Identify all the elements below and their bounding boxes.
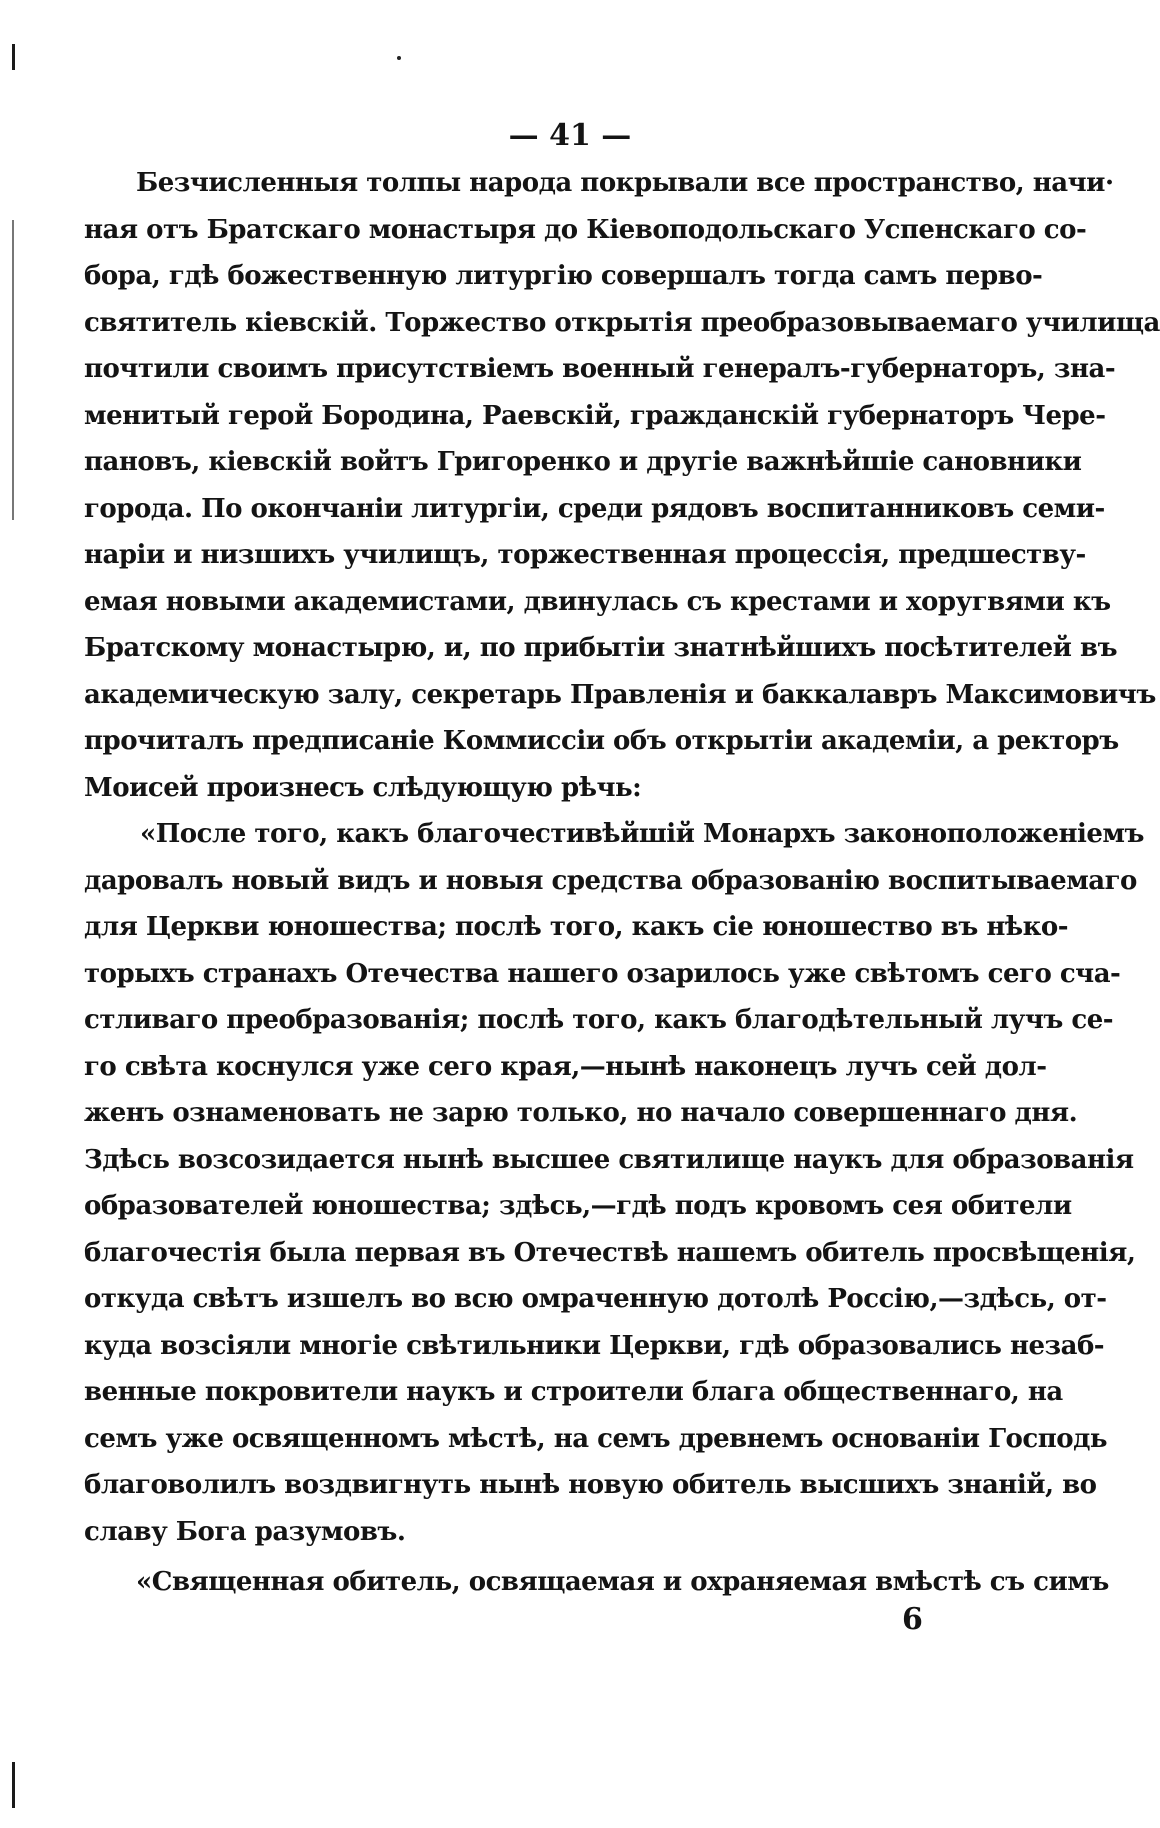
text-line: для Церкви юношества; послѣ того, какъ сіе юношество въ нѣко- (84, 912, 1069, 942)
text-line: пановъ, кіевскій войтъ Григоренко и другіе важнѣйшіе сановники (84, 447, 1082, 477)
text-line: города. По окончаніи литургіи, среди рядовъ воспитанниковъ семи- (84, 493, 1105, 524)
text-line: венные покровители наукъ и строители блага общественнаго, на (84, 1377, 1063, 1407)
text-line: женъ ознаменовать не зарю только, но начало совершеннаго дня. (84, 1098, 1078, 1128)
text-line: емая новыми академистами, двинулась съ крестами и хоругвями къ (84, 586, 1111, 617)
scan-edge-mark-bottom (12, 1762, 15, 1808)
text-line: откуда свѣтъ изшелъ во всю омраченную дотолѣ Россію,—здѣсь, от- (84, 1284, 1107, 1314)
ink-speck (397, 56, 401, 60)
page-signature-mark: 6 (902, 1602, 923, 1637)
scan-edge-mark-top (12, 44, 15, 70)
text-line: Братскому монастырю, и, по прибытіи знатнѣйшихъ посѣтителей въ (84, 633, 1118, 663)
text-line: го свѣта коснулся уже сего края,—нынѣ наконецъ лучъ сей дол- (84, 1051, 1047, 1082)
text-line: славу Бога разумовъ. (84, 1516, 406, 1547)
text-line: благоволилъ воздвигнуть нынѣ новую обитель высшихъ знаній, во (84, 1470, 1097, 1500)
page-number-header: — 41 — (508, 118, 632, 153)
text-line: «После того, какъ благочестивѣйшій Монархъ законоположеніемъ (140, 819, 1144, 849)
text-line: прочиталъ предписаніе Коммиссіи объ открытіи академіи, а ректоръ (84, 726, 1119, 756)
body-text (84, 160, 1160, 1606)
text-line: даровалъ новый видъ и новыя средства образованію воспитываемаго (84, 865, 1137, 896)
text-line: святитель кіевскій. Торжество открытія преобразовываемаго училища (84, 307, 1160, 338)
text-line: стливаго преобразованія; послѣ того, какъ благодѣтельный лучъ се- (84, 1005, 1114, 1035)
text-line: «Священная обитель, освящаемая и охраняемая вмѣстѣ съ симъ (136, 1567, 1109, 1597)
text-line: Моисей произнесъ слѣдующую рѣчь: (84, 772, 642, 803)
text-line: куда возсіяли многіе свѣтильники Церкви, гдѣ образовались незаб- (84, 1330, 1105, 1361)
text-line: менитый герой Бородина, Раевскій, гражданскій губернаторъ Чере- (84, 400, 1106, 431)
text-line: ная отъ Братскаго монастыря до Кіевоподольскаго Успенскаго со- (84, 214, 1087, 245)
text-line: академическую залу, секретарь Правленія и баккалавръ Максимовичъ (84, 679, 1156, 710)
text-line: образователей юношества; здѣсь,—гдѣ подъ кровомъ сея обители (84, 1191, 1072, 1221)
text-line: семъ уже освященномъ мѣстѣ, на семъ древнемъ основаніи Господь (84, 1423, 1108, 1454)
text-line: торыхъ странахъ Отечества нашего озарилось уже свѣтомъ сего сча- (84, 958, 1121, 989)
scan-edge-mark-middle (12, 220, 14, 520)
text-line: благочестія была первая въ Отечествѣ нашемъ обитель просвѣщенія, (84, 1237, 1136, 1268)
text-line: почтили своимъ присутствіемъ военный генералъ-губернаторъ, зна- (84, 354, 1116, 384)
text-line: наріи и низшихъ училищъ, торжественная процессія, предшеству- (84, 540, 1086, 570)
text-line: Здѣсь возсозидается нынѣ высшее святилище наукъ для образованія (84, 1144, 1134, 1175)
text-line: бора, гдѣ божественную литургію совершалъ тогда самъ перво- (84, 261, 1043, 291)
text-line: Безчисленныя толпы народа покрывали все пространство, начи· (136, 168, 1114, 198)
